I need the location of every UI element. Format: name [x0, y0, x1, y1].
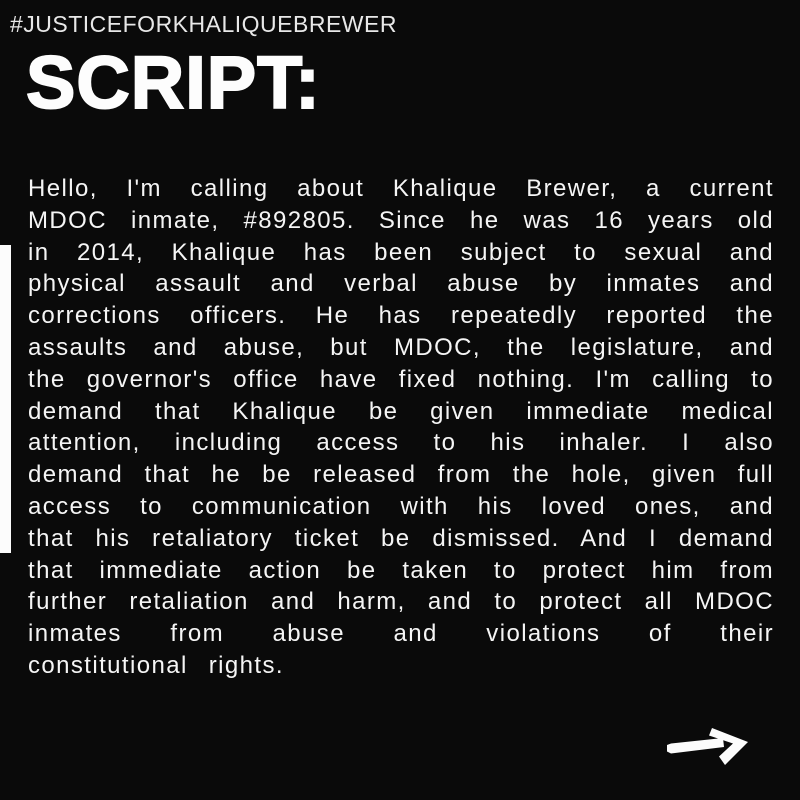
script-body-text: Hello, I'm calling about Khalique Brewer, a current MDOC inmate, #892805. Since he was 16 years old in 2014, Khalique has been subject to sexual and physical assault and verbal abuse by inmates and corrections officers. He has repeatedly reported the assaults and abuse, but MDOC, the legislature, and the governor's office have fixed nothing. I'm calling to demand that Khalique be given immediate medical attention, including access to his inhaler. I also demand that he be released from the hole, given full access to communication with his loved ones, and that his retaliatory ticket be dismissed. And I demand that immediate action be taken to protect him from further retaliation and harm, and to protect all MDOC inmates from abuse and violations of their constitutional rights. [28, 175, 774, 679]
left-accent-bar [0, 245, 11, 553]
page-title: SCRIPT: [26, 41, 321, 124]
next-arrow-icon[interactable] [655, 715, 785, 785]
hashtag-text: #JUSTICEFORKHALIQUEBREWER [10, 11, 397, 37]
